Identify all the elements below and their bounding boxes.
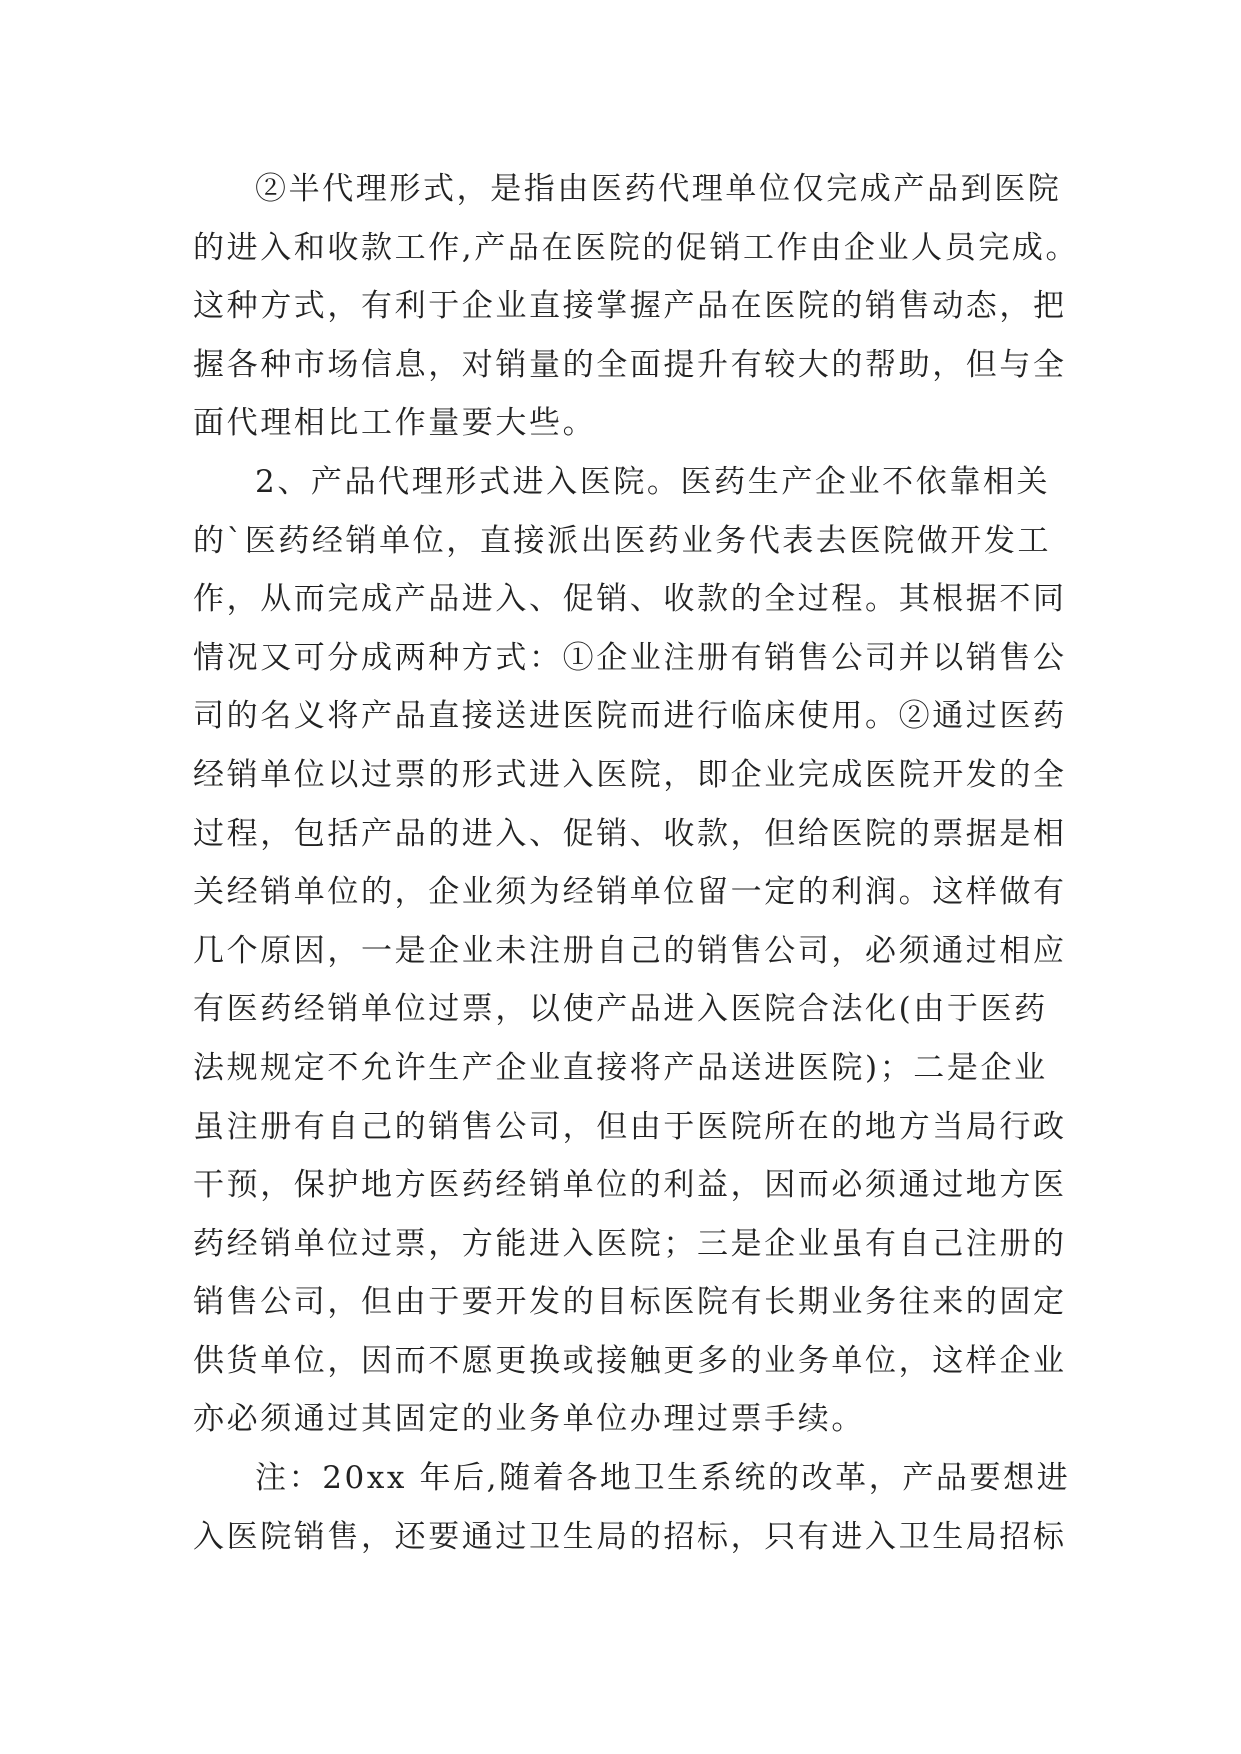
text-line: 亦必须通过其固定的业务单位办理过票手续。 bbox=[193, 1401, 865, 1438]
text-line: 药经销单位过票，方能进入医院；三是企业虽有自己注册的 bbox=[193, 1225, 1067, 1262]
text-line: 入医院销售，还要通过卫生局的招标，只有进入卫生局招标 bbox=[193, 1518, 1067, 1555]
text-line: 2、产品代理形式进入医院。医药生产企业不依靠相关 bbox=[255, 463, 1051, 500]
text-line: 虽注册有自己的销售公司，但由于医院所在的地方当局行政 bbox=[193, 1108, 1067, 1145]
text-line: 供货单位，因而不愿更换或接触更多的业务单位，这样企业 bbox=[193, 1342, 1067, 1379]
text-line: 干预，保护地方医药经销单位的利益，因而必须通过地方医 bbox=[193, 1167, 1067, 1204]
text-line: 作，从而完成产品进入、促销、收款的全过程。其根据不同 bbox=[193, 581, 1067, 618]
text-line: 有医药经销单位过票，以使产品进入医院合法化(由于医药 bbox=[193, 991, 1048, 1028]
text-line: ②半代理形式，是指由医药代理单位仅完成产品到医院 bbox=[255, 171, 1062, 207]
text-line: 司的名义将产品直接送进医院而进行临床使用。②通过医药 bbox=[193, 698, 1067, 735]
text-line: 的`医药经销单位，直接派出医药业务代表去医院做开发工 bbox=[193, 522, 1052, 559]
text-line: 面代理相比工作量要大些。 bbox=[193, 405, 597, 442]
text-line: 这种方式，有利于企业直接掌握产品在医院的销售动态，把 bbox=[193, 288, 1067, 325]
text-line: 过程，包括产品的进入、促销、收款，但给医院的票据是相 bbox=[193, 815, 1067, 852]
body-text bbox=[193, 160, 1113, 1566]
text-line: 经销单位以过票的形式进入医院，即企业完成医院开发的全 bbox=[193, 756, 1067, 793]
text-line: 法规规定不允许生产企业直接将产品送进医院)；二是企业 bbox=[193, 1049, 1048, 1086]
text-line: 的进入和收款工作,产品在医院的促销工作由企业人员完成。 bbox=[193, 229, 1080, 266]
text-line: 销售公司，但由于要开发的目标医院有长期业务往来的固定 bbox=[193, 1284, 1067, 1321]
text-line: 几个原因，一是企业未注册自己的销售公司，必须通过相应 bbox=[193, 932, 1067, 969]
text-line: 情况又可分成两种方式：①企业注册有销售公司并以销售公 bbox=[193, 639, 1067, 676]
text-line: 握各种市场信息，对销量的全面提升有较大的帮助，但与全 bbox=[193, 346, 1067, 383]
text-line: 注：20xx 年后,随着各地卫生系统的改革，产品要想进 bbox=[255, 1460, 1071, 1497]
text-line: 关经销单位的，企业须为经销单位留一定的利润。这样做有 bbox=[193, 874, 1067, 911]
